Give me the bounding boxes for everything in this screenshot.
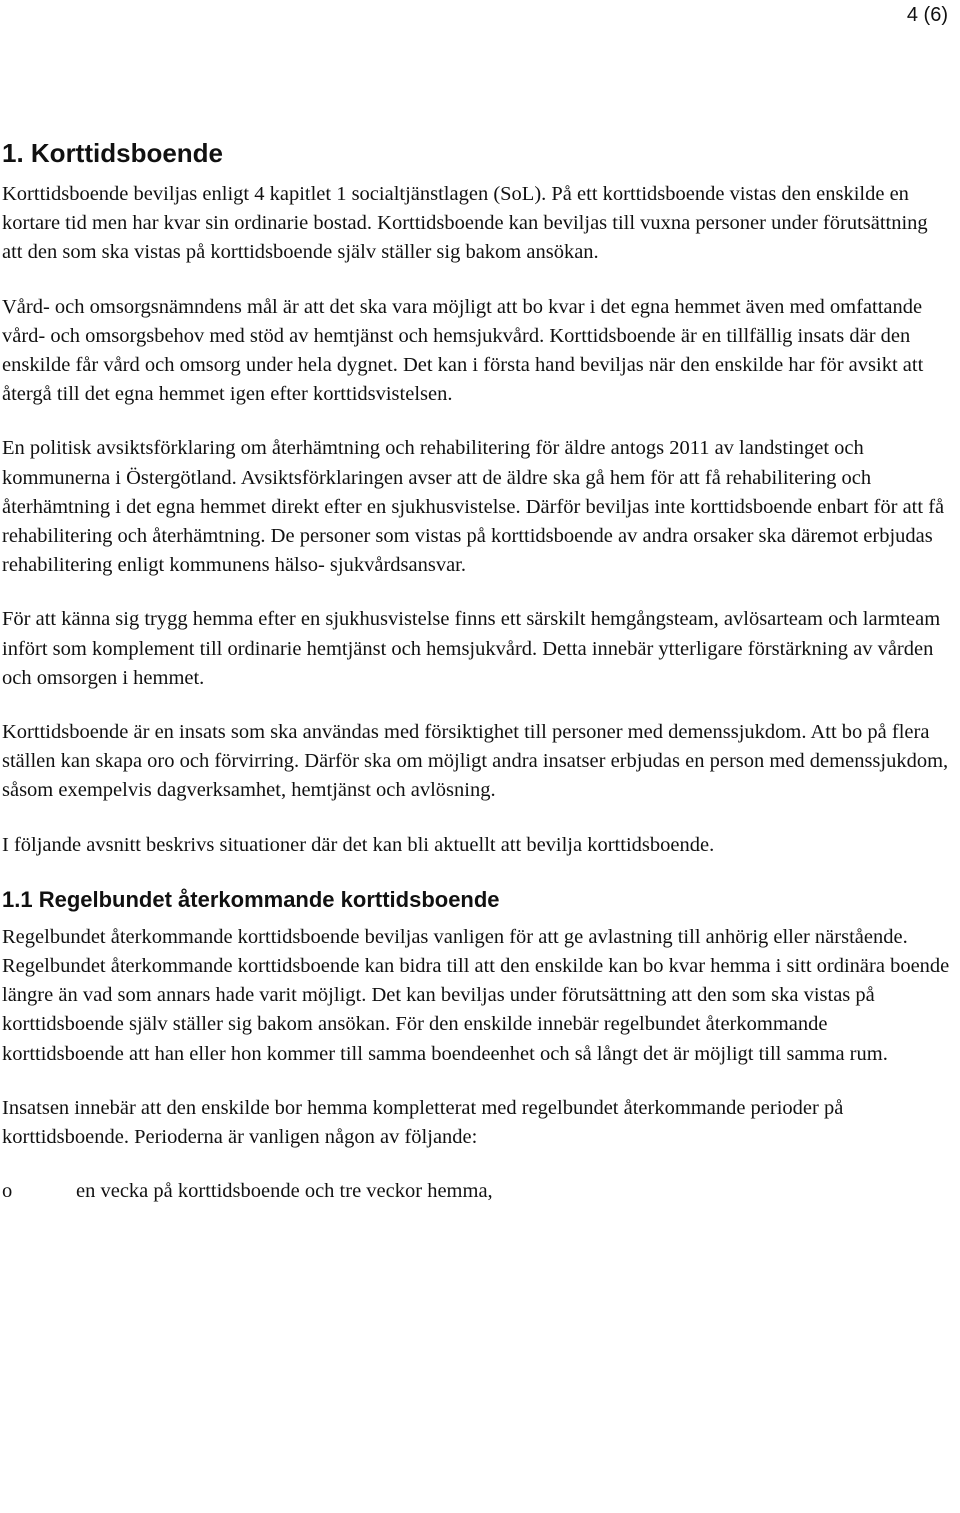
section-heading-korttidsboende: 1. Korttidsboende	[2, 138, 224, 168]
list-item-text: en vecka på korttidsboende och tre veckor hemma,	[76, 1180, 493, 1203]
paragraph-policy: En politisk avsiktsförklaring om återhämtning och rehabilitering för äldre antogs 2011 av landstinget och kommunerna i Östergötland. Avsiktsförklaringen avser att de äldre ska gå hem för att få rehabilitering och återhämtning i det egna hemmet direkt efter en sjukhusvistelse. Därför beviljas inte korttidsboende enbart för att få rehabilitering och återhämtning. De personer som vistas på korttidsboende av andra orsaker ska däremot erbjudas rehabilitering enligt kommunens hälso- sjukvårdsansvar.	[2, 437, 945, 577]
paragraph-insatsen: Insatsen innebär att den enskilde bor hemma kompletterat med regelbundet återkommande perioder på korttidsboende. Perioderna är vanligen någon av följande:	[2, 1096, 844, 1149]
paragraph-dementia: Korttidsboende är en insats som ska användas med försiktighet till personer med demenssjukdom. Att bo på flera ställen kan skapa oro och förvirring. Därför ska om möjligt andra insatser erbjudas en person med demenssjukdom, såsom exempelvis dagverksamhet, hemtjänst och avlösning.	[2, 721, 949, 802]
paragraph-goal: Vård- och omsorgsnämndens mål är att det ska vara möjligt att bo kvar i det egna hemmet även med omfattande vård- och omsorgsbehov med stöd av hemtjänst och hemsjukvård. Korttidsboende är en tillfällig insats där den enskilde får vård och omsorg under hela dygnet. Det kan i första hand beviljas när den enskilde har för avsikt att återgå till det egna hemmet igen efter korttidsvistelsen.	[2, 295, 924, 406]
period-list	[2, 1177, 952, 1206]
list-bullet: o	[2, 1180, 13, 1203]
paragraph-following-sections: I följande avsnitt beskrivs situationer där det kan bli aktuellt att bevilja korttidsboende.	[2, 833, 715, 856]
subsection-heading-regelbundet: 1.1 Regelbundet återkommande korttidsboende	[2, 886, 500, 912]
document-body	[2, 136, 952, 1206]
list-item	[2, 1177, 952, 1206]
paragraph-teams: För att känna sig trygg hemma efter en sjukhusvistelse finns ett särskilt hemgångsteam, avlösarteam och larmteam infört som komplement till ordinarie hemtjänst och hemsjukvård. Detta innebär ytterligare förstärkning av vården och omsorgen i hemmet.	[2, 608, 941, 689]
page-number: 4 (6)	[906, 4, 948, 26]
paragraph-intro: Korttidsboende beviljas enligt 4 kapitlet 1 socialtjänstlagen (SoL). På ett korttidsboende vistas den enskilde en kortare tid men har kvar sin ordinarie bostad. Korttidsboende kan beviljas till vuxna personer under förutsättning att den som ska vistas på korttidsboende själv ställer sig bakom ansökan.	[2, 183, 928, 264]
paragraph-regelbundet: Regelbundet återkommande korttidsboende beviljas vanligen för att ge avlastning till anhörig eller närstående. Regelbundet återkommande korttidsboende kan bidra till att den enskilde kan bo kvar hemma i sitt ordinära boende längre än vad som annars hade varit möjligt. Det kan beviljas under förutsättning att den som ska vistas på korttidsboende själv ställer sig bakom ansökan. För den enskilde innebär regelbundet återkommande korttidsboende att han eller hon kommer till samma boendeenhet och så långt det är möjligt till samma rum.	[2, 925, 950, 1065]
